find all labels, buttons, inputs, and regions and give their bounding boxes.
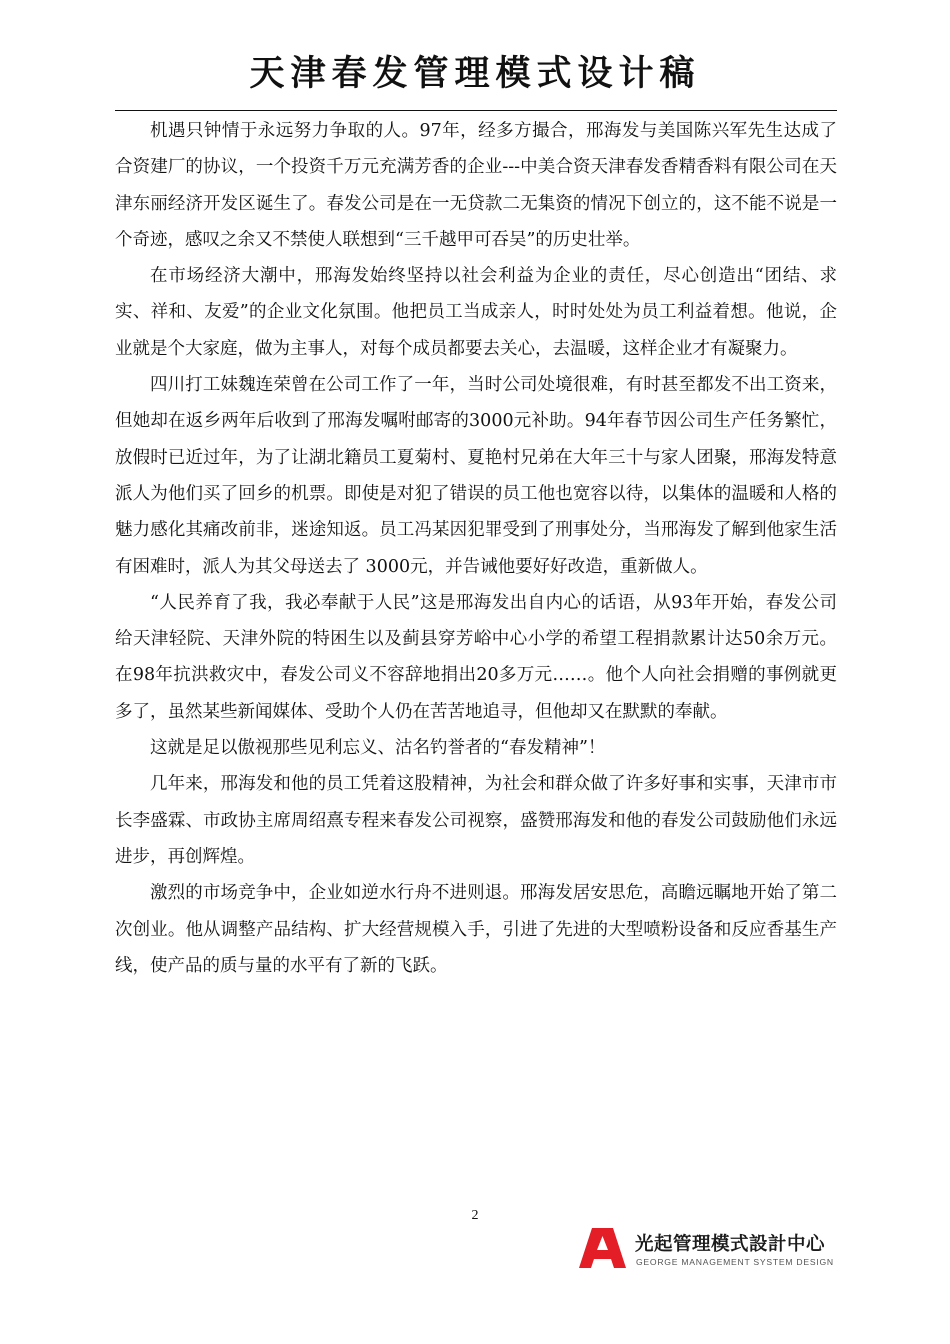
document-body bbox=[115, 113, 837, 984]
paragraph: 机遇只钟情于永远努力争取的人。97年，经多方撮合，邢海发与美国陈兴军先生达成了合资建厂的协议，一个投资千万元充满芳香的企业---中美合资天津春发香精香料有限公司在天津东丽经济开发区诞生了。春发公司是在一无贷款二无集资的情况下创立的，这不能不说是一个奇迹，感叹之余又不禁使人联想到“三千越甲可吞吴”的历史壮举。 bbox=[115, 121, 837, 250]
paragraph: 激烈的市场竞争中，企业如逆水行舟不进则退。邢海发居安思危，高瞻远瞩地开始了第二次创业。他从调整产品结构、扩大经营规模入手，引进了先进的大型喷粉设备和反应香基生产线，使产品的质与量的水平有了新的飞跃。 bbox=[115, 883, 837, 976]
brand-subtitle: GEORGE MANAGEMENT SYSTEM DESIGN bbox=[636, 1257, 834, 1267]
footer-brand bbox=[578, 1228, 840, 1270]
red-letter-a-logo-icon bbox=[578, 1228, 626, 1268]
paragraph: “人民养育了我，我必奉献于人民”这是邢海发出自内心的话语，从93年开始，春发公司给天津轻院、天津外院的特困生以及蓟县穿芳峪中心小学的希望工程捐款累计达50余万元。在98年抗洪救灾中，春发公司义不容辞地捐出20多万元……。他个人向社会捐赠的事例就更多了，虽然某些新闻媒体、受助个人仍在苦苦地追寻，但他却又在默默的奉献。 bbox=[115, 592, 837, 722]
paragraph: 这就是足以傲视那些见利忘义、沽名钓誉者的“春发精神”！ bbox=[150, 738, 606, 759]
paragraph: 在市场经济大潮中，邢海发始终坚持以社会利益为企业的责任，尽心创造出“团结、求实、祥和、友爱”的企业文化氛围。他把员工当成亲人，时时处处为员工利益着想。他说，企业就是个大家庭，做为主事人，对每个成员都要去关心，去温暖，这样企业才有凝聚力。 bbox=[115, 266, 837, 359]
paragraph: 四川打工妹魏连荣曾在公司工作了一年，当时公司处境很难，有时甚至都发不出工资来，但她却在返乡两年后收到了邢海发嘱咐邮寄的3000元补助。94年春节因公司生产任务繁忙，放假时已近过年，为了让湖北籍员工夏菊村、夏艳村兄弟在大年三十与家人团聚，邢海发特意派人为他们买了回乡的机票。即使是对犯了错误的员工他也宽容以待，以集体的温暖和人格的魅力感化其痛改前非，迷途知返。员工冯某因犯罪受到了刑事处分，当邢海发了解到他家生活有困难时，派人为其父母送去了 3000元，并告诫他要好好改造，重新做人。 bbox=[115, 375, 837, 577]
page-number: 2 bbox=[471, 1208, 479, 1223]
paragraph: 几年来，邢海发和他的员工凭着这股精神，为社会和群众做了许多好事和实事，天津市市长李盛霖、市政协主席周绍熹专程来春发公司视察，盛赞邢海发和他的春发公司鼓励他们永远进步，再创辉煌。 bbox=[115, 774, 837, 867]
document-title: 天津春发管理模式设计稿 bbox=[249, 54, 701, 94]
brand-name: 光起管理模式設計中心 bbox=[635, 1234, 826, 1255]
title-divider bbox=[115, 110, 837, 111]
